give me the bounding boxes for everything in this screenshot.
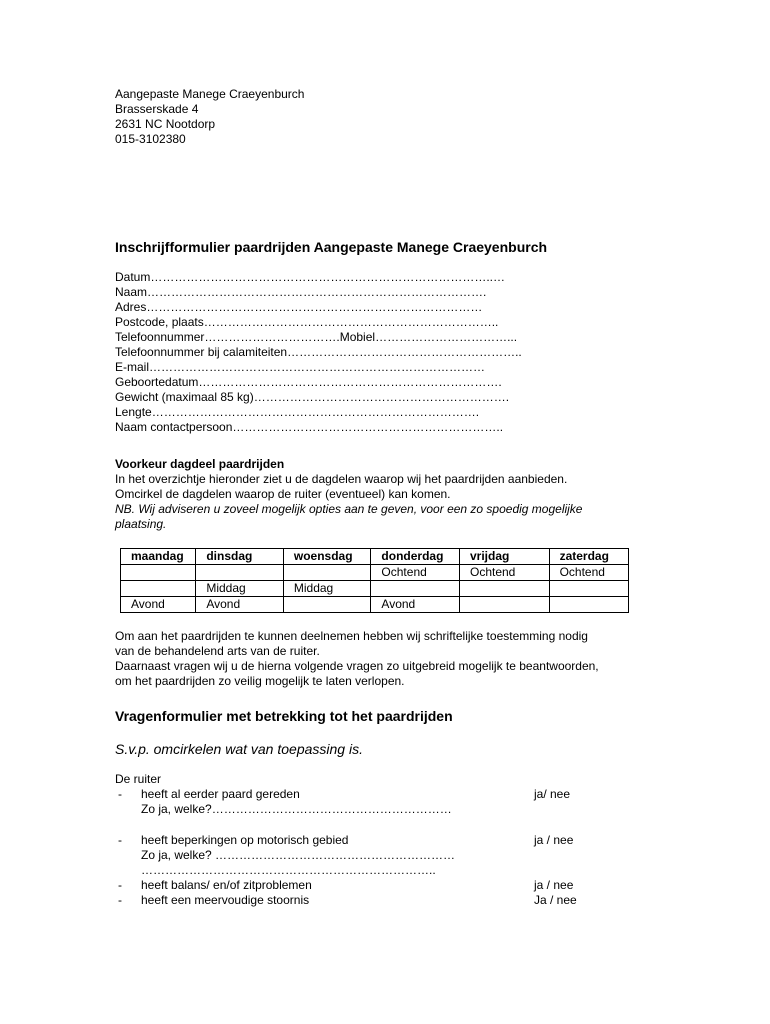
consent-paragraph [115, 629, 599, 689]
followup-field[interactable]: Zo ja, welke? …………………………………………………… [141, 848, 456, 862]
consent-line: om het paardrijden zo veilig mogelijk te laten verlopen. [115, 674, 405, 688]
question-text: heeft al eerder paard gereden [141, 787, 300, 801]
question-text: heeft beperkingen op motorisch gebied [141, 833, 349, 847]
postal-city: 2631 NC Nootdorp [115, 117, 216, 131]
answer-yes-no[interactable]: ja / nee [534, 878, 574, 892]
header-wednesday: woensdag [283, 549, 371, 565]
field-date[interactable]: Datum…………………………………………………………………………..… [115, 270, 506, 284]
slot-cell[interactable]: Ochtend [459, 565, 549, 581]
answer-yes-no[interactable]: ja / nee [534, 833, 574, 847]
field-name[interactable]: Naam…………………………………………………………………………. [115, 285, 487, 299]
slot-cell[interactable] [549, 597, 628, 613]
slot-cell[interactable] [283, 597, 371, 613]
bullet-dash: - [118, 787, 122, 801]
question-2 [115, 833, 595, 848]
followup-field[interactable]: ……………………………………………………………….. [141, 863, 436, 877]
slot-cell[interactable] [283, 565, 371, 581]
preference-intro: In het overzichtje hieronder ziet u de dagdelen waarop wij het paardrijden aanbieden. [115, 472, 568, 486]
street-address: Brasserskade 4 [115, 102, 199, 116]
header-tuesday: dinsdag [196, 549, 284, 565]
question-1 [115, 787, 595, 802]
question-2-followup-continued [115, 863, 595, 878]
header-thursday: donderdag [371, 549, 460, 565]
question-4 [115, 893, 595, 908]
bullet-dash: - [118, 833, 122, 847]
field-address[interactable]: Adres………………………………………………………………………… [115, 300, 483, 314]
slot-cell[interactable] [459, 581, 549, 597]
slot-cell[interactable] [459, 597, 549, 613]
questionnaire-list [115, 772, 595, 908]
field-emergency-phone[interactable]: Telefoonnummer bij calamiteiten………………………………………………….. [115, 345, 522, 359]
bullet-dash: - [118, 878, 122, 892]
bullet-dash: - [118, 893, 122, 907]
subject-label [115, 772, 595, 787]
form-title: Inschrijfformulier paardrijden Aangepaste Manege Craeyenburch [115, 239, 548, 255]
address-block [115, 87, 304, 147]
field-height[interactable]: Lengte………………………………………………………………………. [115, 405, 480, 419]
organization-name: Aangepaste Manege Craeyenburch [115, 87, 305, 101]
schedule-row-afternoon [121, 581, 629, 597]
slot-cell[interactable]: Avond [196, 597, 284, 613]
slot-cell[interactable] [549, 581, 628, 597]
question-3 [115, 878, 595, 893]
field-birthdate[interactable]: Geboortedatum…………………………………………………………………. [115, 375, 502, 389]
question-2-followup [115, 848, 595, 863]
field-contact-person[interactable]: Naam contactpersoon………………………………………………………….. [115, 420, 504, 434]
slot-cell[interactable] [371, 581, 460, 597]
slot-cell[interactable]: Ochtend [371, 565, 460, 581]
schedule-row-evening [121, 597, 629, 613]
answer-yes-no[interactable]: Ja / nee [534, 893, 577, 907]
followup-field[interactable]: Zo ja, welke?…………………………………………………… [141, 802, 452, 816]
schedule-row-morning [121, 565, 629, 581]
slot-cell[interactable]: Avond [121, 597, 196, 613]
questionnaire-heading: Vragenformulier met betrekking tot het paardrijden [115, 708, 453, 724]
header-monday: maandag [121, 549, 196, 565]
preference-note-line2: plaatsing. [115, 517, 167, 531]
question-1-followup [115, 802, 595, 817]
preference-instruction: Omcirkel de dagdelen waarop de ruiter (eventueel) kan komen. [115, 487, 451, 501]
slot-cell[interactable] [121, 581, 196, 597]
slot-cell[interactable]: Ochtend [549, 565, 628, 581]
field-email[interactable]: E-mail………………………………………………………………………… [115, 360, 486, 374]
phone-number: 015-3102380 [115, 132, 186, 146]
preference-note-line1: NB. Wij adviseren u zoveel mogelijk opties aan te geven, voor een zo spoedig mogelijke [115, 502, 583, 516]
registration-fields [115, 270, 522, 435]
consent-line: Om aan het paardrijden te kunnen deelnemen hebben wij schriftelijke toestemming nodig [115, 629, 588, 643]
slot-cell[interactable] [121, 565, 196, 581]
field-postcode-city[interactable]: Postcode, plaats……………………………………………………………….. [115, 315, 499, 329]
slot-cell[interactable]: Middag [283, 581, 371, 597]
slot-cell[interactable] [196, 565, 284, 581]
schedule-header-row [121, 549, 629, 565]
preference-section [115, 457, 582, 532]
schedule-table [120, 548, 629, 613]
field-weight[interactable]: Gewicht (maximaal 85 kg)………………………………………………………. [115, 390, 510, 404]
question-text: heeft balans/ en/of zitproblemen [141, 878, 312, 892]
preference-heading: Voorkeur dagdeel paardrijden [115, 457, 285, 471]
consent-line: Daarnaast vragen wij u de hierna volgende vragen zo uitgebreid mogelijk te beantwoorden, [115, 659, 599, 673]
question-text: heeft een meervoudige stoornis [141, 893, 310, 907]
subject-text: De ruiter [115, 772, 162, 786]
field-phone-mobile[interactable]: Telefoonnummer…………………………….Mobiel……………………………... [115, 330, 518, 344]
answer-yes-no[interactable]: ja/ nee [534, 787, 571, 801]
questionnaire-instruction: S.v.p. omcirkelen wat van toepassing is. [115, 741, 363, 757]
consent-line: van de behandelend arts van de ruiter. [115, 644, 320, 658]
header-saturday: zaterdag [549, 549, 628, 565]
slot-cell[interactable]: Middag [196, 581, 284, 597]
header-friday: vrijdag [459, 549, 549, 565]
slot-cell[interactable]: Avond [371, 597, 460, 613]
